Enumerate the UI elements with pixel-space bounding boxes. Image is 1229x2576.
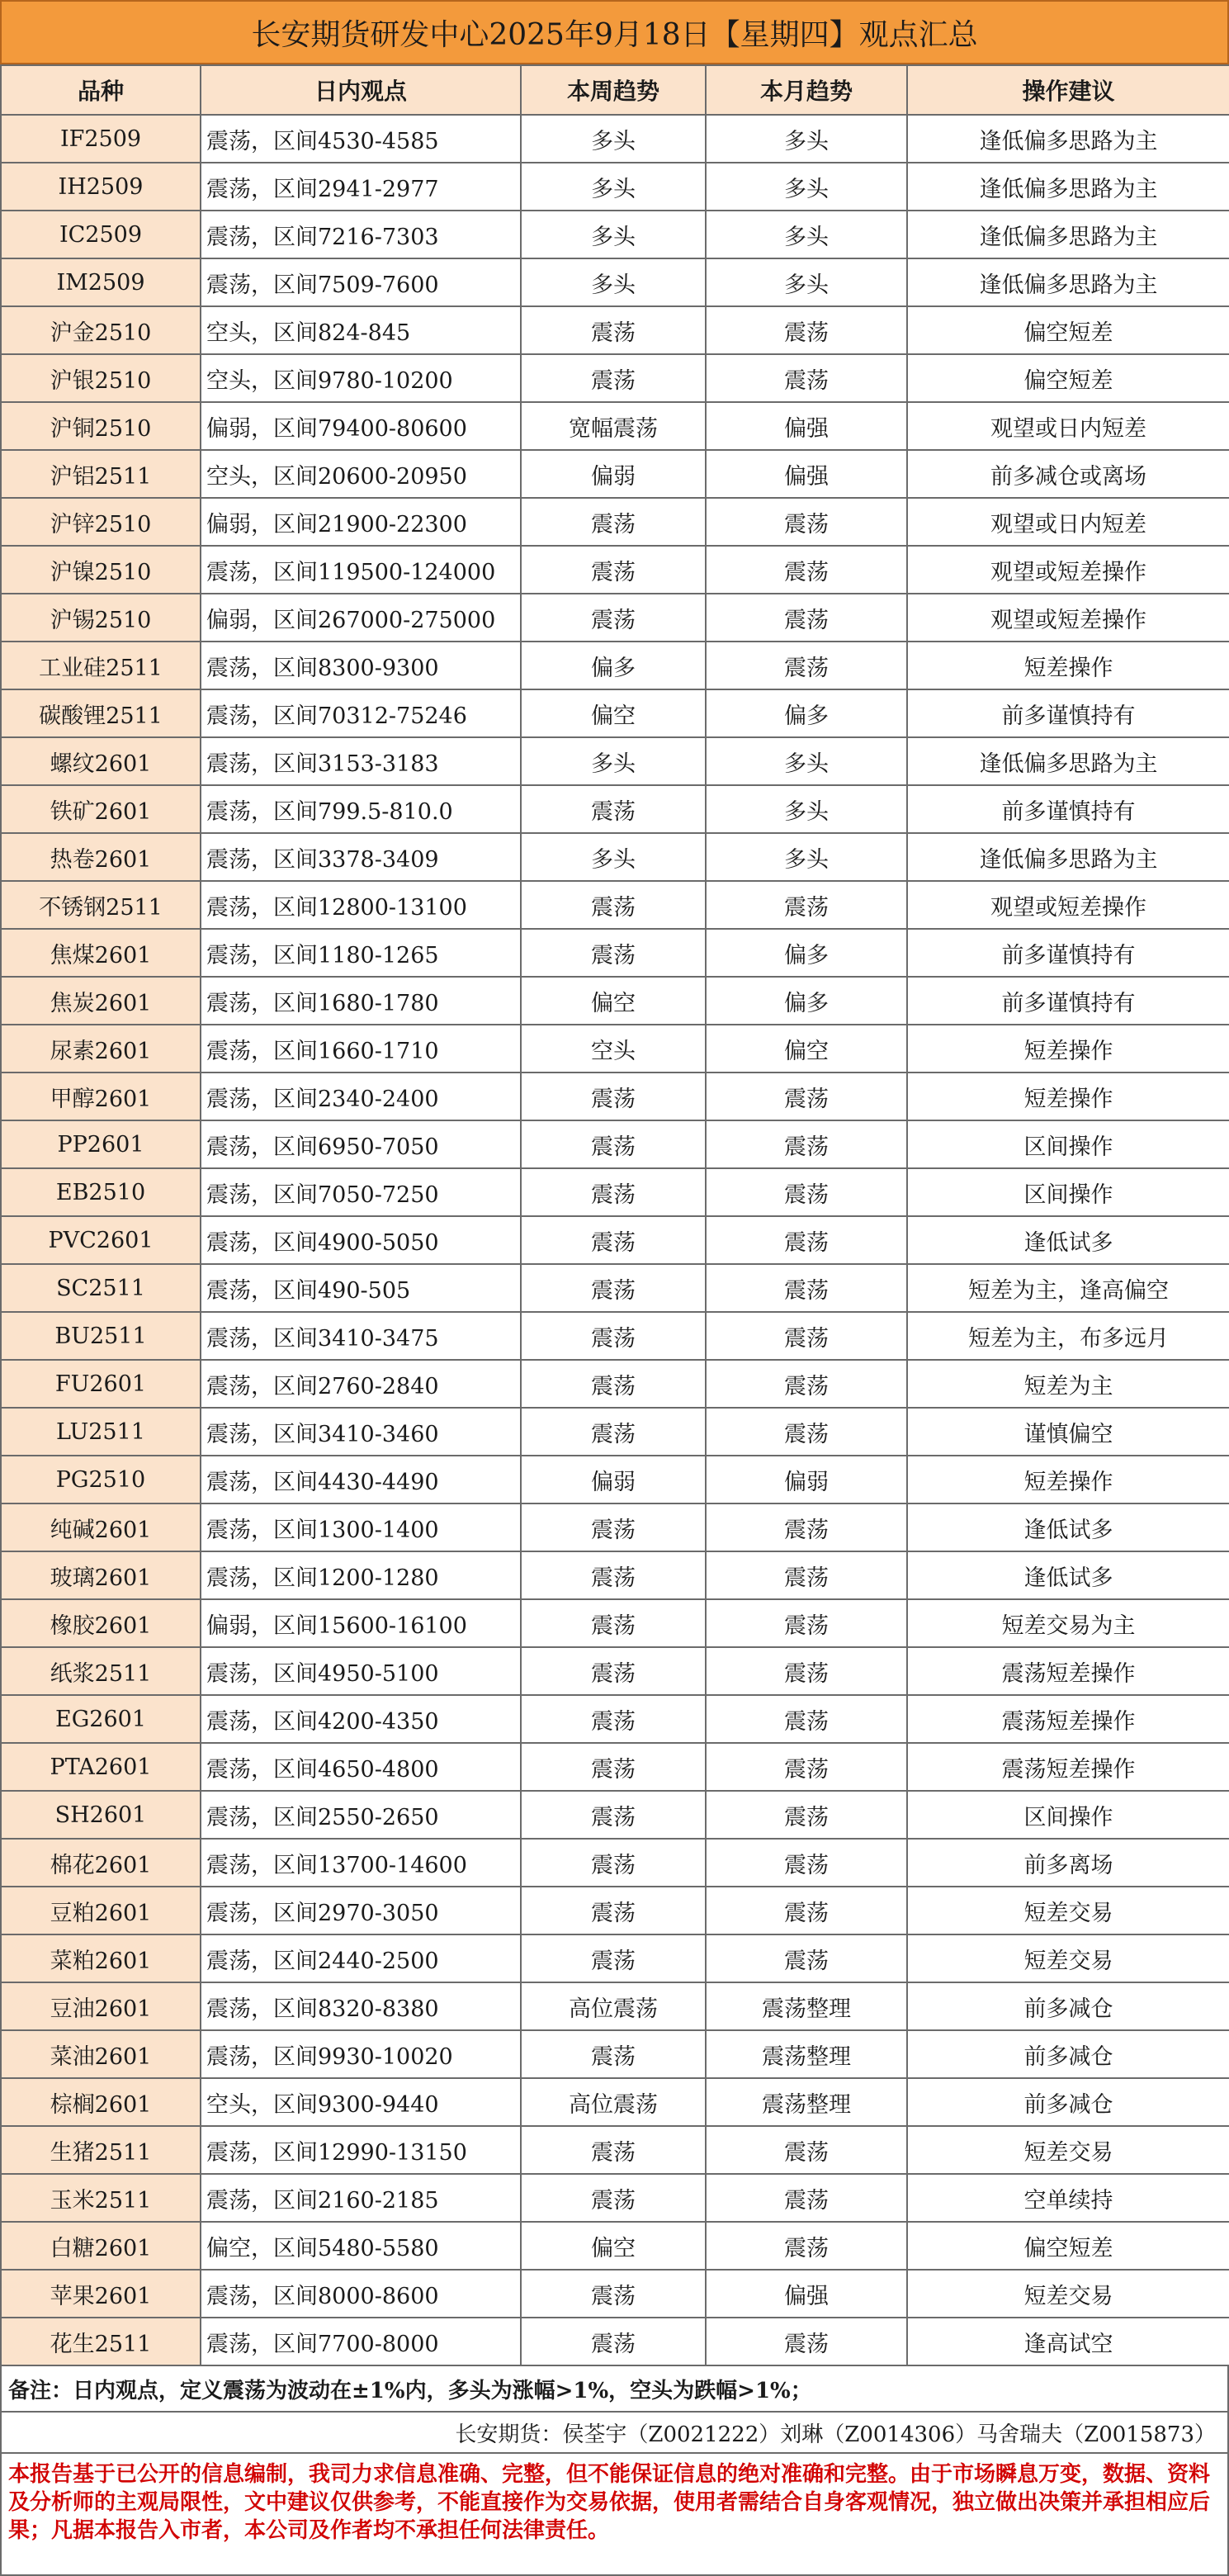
suggestion-cell: 短差交易为主 <box>907 1599 1229 1647</box>
product-code-cell: 沪镍2510 <box>1 546 201 594</box>
monthly-trend-cell: 多头 <box>706 737 907 785</box>
intraday-view-cell: 偏弱，区间267000-275000 <box>201 594 521 642</box>
header-monthly-trend: 本月趋势 <box>706 65 907 115</box>
product-code-cell: 花生2511 <box>1 2318 201 2365</box>
suggestion-cell: 逢低试多 <box>907 1216 1229 1264</box>
monthly-trend-cell: 多头 <box>706 115 907 163</box>
intraday-view-cell: 震荡，区间8320-8380 <box>201 1982 521 2030</box>
suggestion-cell: 前多谨慎持有 <box>907 929 1229 977</box>
product-code-cell: 纯碱2601 <box>1 1503 201 1551</box>
weekly-trend-cell: 震荡 <box>521 929 706 977</box>
intraday-view-cell: 震荡，区间2340-2400 <box>201 1073 521 1120</box>
intraday-view-cell: 震荡，区间1680-1780 <box>201 977 521 1025</box>
product-code-cell: FU2601 <box>1 1360 201 1408</box>
product-code-cell: SC2511 <box>1 1264 201 1312</box>
intraday-view-cell: 震荡，区间7509-7600 <box>201 258 521 306</box>
intraday-view-cell: 震荡，区间1200-1280 <box>201 1551 521 1599</box>
intraday-view-cell: 震荡，区间13700-14600 <box>201 1839 521 1887</box>
suggestion-cell: 前多减仓 <box>907 2030 1229 2078</box>
monthly-trend-cell: 震荡 <box>706 1743 907 1791</box>
suggestion-cell: 前多谨慎持有 <box>907 977 1229 1025</box>
intraday-view-cell: 震荡，区间7700-8000 <box>201 2318 521 2365</box>
table-row <box>1 2078 1229 2126</box>
weekly-trend-cell: 震荡 <box>521 1934 706 1982</box>
table-row <box>1 1934 1229 1982</box>
monthly-trend-cell: 震荡 <box>706 2222 907 2270</box>
intraday-view-cell: 震荡，区间1300-1400 <box>201 1503 521 1551</box>
weekly-trend-cell: 高位震荡 <box>521 1982 706 2030</box>
weekly-trend-cell: 震荡 <box>521 1887 706 1934</box>
weekly-trend-cell: 偏弱 <box>521 450 706 498</box>
table-row <box>1 1982 1229 2030</box>
weekly-trend-cell: 震荡 <box>521 1312 706 1360</box>
suggestion-cell: 逢高试空 <box>907 2318 1229 2365</box>
intraday-view-cell: 震荡，区间7050-7250 <box>201 1168 521 1216</box>
intraday-view-cell: 震荡，区间6950-7050 <box>201 1120 521 1168</box>
weekly-trend-cell: 震荡 <box>521 594 706 642</box>
intraday-view-cell: 震荡，区间8000-8600 <box>201 2270 521 2318</box>
intraday-view-cell: 震荡，区间8300-9300 <box>201 642 521 689</box>
suggestion-cell: 前多减仓 <box>907 2078 1229 2126</box>
weekly-trend-cell: 震荡 <box>521 354 706 402</box>
weekly-trend-cell: 震荡 <box>521 306 706 354</box>
table-row <box>1 115 1229 163</box>
intraday-view-cell: 震荡，区间4950-5100 <box>201 1647 521 1695</box>
weekly-trend-cell: 偏弱 <box>521 1456 706 1503</box>
monthly-trend-cell: 震荡 <box>706 498 907 546</box>
suggestion-cell: 逢低偏多思路为主 <box>907 737 1229 785</box>
intraday-view-cell: 震荡，区间1660-1710 <box>201 1025 521 1073</box>
weekly-trend-cell: 震荡 <box>521 1551 706 1599</box>
monthly-trend-cell: 偏强 <box>706 402 907 450</box>
suggestion-cell: 区间操作 <box>907 1120 1229 1168</box>
weekly-trend-cell: 震荡 <box>521 1408 706 1456</box>
weekly-trend-cell: 偏多 <box>521 642 706 689</box>
intraday-view-cell: 空头，区间9300-9440 <box>201 2078 521 2126</box>
intraday-view-cell: 震荡，区间3410-3460 <box>201 1408 521 1456</box>
intraday-view-cell: 震荡，区间70312-75246 <box>201 689 521 737</box>
weekly-trend-cell: 震荡 <box>521 1503 706 1551</box>
monthly-trend-cell: 震荡 <box>706 1599 907 1647</box>
weekly-trend-cell: 震荡 <box>521 1599 706 1647</box>
table-body <box>1 115 1229 2365</box>
product-code-cell: 不锈钢2511 <box>1 881 201 929</box>
product-code-cell: IH2509 <box>1 163 201 211</box>
suggestion-cell: 前多离场 <box>907 1839 1229 1887</box>
weekly-trend-cell: 震荡 <box>521 1791 706 1839</box>
suggestion-cell: 短差交易 <box>907 2126 1229 2174</box>
weekly-trend-cell: 多头 <box>521 833 706 881</box>
footnote: 备注：日内观点，定义震荡为波动在±1%内，多头为涨幅>1%，空头为跌幅>1%； <box>0 2366 1229 2413</box>
product-code-cell: 苹果2601 <box>1 2270 201 2318</box>
product-code-cell: 沪锌2510 <box>1 498 201 546</box>
product-code-cell: IM2509 <box>1 258 201 306</box>
suggestion-cell: 震荡短差操作 <box>907 1743 1229 1791</box>
product-code-cell: BU2511 <box>1 1312 201 1360</box>
product-code-cell: 橡胶2601 <box>1 1599 201 1647</box>
weekly-trend-cell: 高位震荡 <box>521 2078 706 2126</box>
monthly-trend-cell: 震荡 <box>706 1408 907 1456</box>
suggestion-cell: 逢低偏多思路为主 <box>907 833 1229 881</box>
monthly-trend-cell: 震荡整理 <box>706 1982 907 2030</box>
suggestion-cell: 偏空短差 <box>907 2222 1229 2270</box>
suggestion-cell: 震荡短差操作 <box>907 1647 1229 1695</box>
monthly-trend-cell: 震荡 <box>706 1360 907 1408</box>
product-code-cell: 棕榈2601 <box>1 2078 201 2126</box>
table-row <box>1 546 1229 594</box>
intraday-view-cell: 偏弱，区间15600-16100 <box>201 1599 521 1647</box>
product-code-cell: 纸浆2511 <box>1 1647 201 1695</box>
monthly-trend-cell: 震荡 <box>706 594 907 642</box>
product-code-cell: 豆油2601 <box>1 1982 201 2030</box>
intraday-view-cell: 震荡，区间4530-4585 <box>201 115 521 163</box>
intraday-view-cell: 震荡，区间2550-2650 <box>201 1791 521 1839</box>
monthly-trend-cell: 震荡 <box>706 1073 907 1120</box>
monthly-trend-cell: 震荡整理 <box>706 2030 907 2078</box>
monthly-trend-cell: 多头 <box>706 163 907 211</box>
suggestion-cell: 逢低试多 <box>907 1503 1229 1551</box>
header-suggestion: 操作建议 <box>907 65 1229 115</box>
suggestion-cell: 前多谨慎持有 <box>907 689 1229 737</box>
weekly-trend-cell: 震荡 <box>521 546 706 594</box>
suggestion-cell: 短差操作 <box>907 642 1229 689</box>
suggestion-cell: 逢低偏多思路为主 <box>907 163 1229 211</box>
weekly-trend-cell: 震荡 <box>521 785 706 833</box>
monthly-trend-cell: 多头 <box>706 258 907 306</box>
product-code-cell: IC2509 <box>1 211 201 258</box>
weekly-trend-cell: 震荡 <box>521 1743 706 1791</box>
table-row <box>1 977 1229 1025</box>
table-row <box>1 594 1229 642</box>
product-code-cell: 螺纹2601 <box>1 737 201 785</box>
product-code-cell: 尿素2601 <box>1 1025 201 1073</box>
table-row <box>1 642 1229 689</box>
product-code-cell: 沪铜2510 <box>1 402 201 450</box>
table-row <box>1 1408 1229 1456</box>
intraday-view-cell: 偏空，区间5480-5580 <box>201 2222 521 2270</box>
product-code-cell: 工业硅2511 <box>1 642 201 689</box>
product-code-cell: 沪银2510 <box>1 354 201 402</box>
monthly-trend-cell: 震荡整理 <box>706 2078 907 2126</box>
product-code-cell: 棉花2601 <box>1 1839 201 1887</box>
product-code-cell: SH2601 <box>1 1791 201 1839</box>
weekly-trend-cell: 震荡 <box>521 2318 706 2365</box>
table-row <box>1 258 1229 306</box>
disclaimer: 本报告基于已公开的信息编制，我司力求信息准确、完整，但不能保证信息的绝对准确和完整。由于市场瞬息万变，数据、资料及分析师的主观局限性，文中建议仅供参考，不能直接作为交易依据，使用者需结合自身客观情况，独立做出决策并承担相应后果；凡据本报告入市者，本公司及作者均不承担任何法律责任。 <box>0 2454 1229 2576</box>
weekly-trend-cell: 震荡 <box>521 2126 706 2174</box>
weekly-trend-cell: 多头 <box>521 115 706 163</box>
table-row <box>1 1456 1229 1503</box>
suggestion-cell: 短差交易 <box>907 1887 1229 1934</box>
intraday-view-cell: 偏弱，区间79400-80600 <box>201 402 521 450</box>
table-row <box>1 1025 1229 1073</box>
suggestion-cell: 逢低试多 <box>907 1551 1229 1599</box>
intraday-view-cell: 偏弱，区间21900-22300 <box>201 498 521 546</box>
table-row <box>1 1743 1229 1791</box>
product-code-cell: 沪锡2510 <box>1 594 201 642</box>
intraday-view-cell: 震荡，区间2970-3050 <box>201 1887 521 1934</box>
suggestion-cell: 短差为主，逢高偏空 <box>907 1264 1229 1312</box>
suggestion-cell: 短差为主 <box>907 1360 1229 1408</box>
intraday-view-cell: 空头，区间20600-20950 <box>201 450 521 498</box>
monthly-trend-cell: 震荡 <box>706 546 907 594</box>
table-row <box>1 1887 1229 1934</box>
table-row <box>1 2222 1229 2270</box>
weekly-trend-cell: 震荡 <box>521 498 706 546</box>
product-code-cell: IF2509 <box>1 115 201 163</box>
monthly-trend-cell: 震荡 <box>706 1312 907 1360</box>
monthly-trend-cell: 震荡 <box>706 1168 907 1216</box>
table-row <box>1 2318 1229 2365</box>
intraday-view-cell: 震荡，区间9930-10020 <box>201 2030 521 2078</box>
table-row <box>1 1360 1229 1408</box>
weekly-trend-cell: 震荡 <box>521 1216 706 1264</box>
product-code-cell: 菜粕2601 <box>1 1934 201 1982</box>
product-code-cell: PVC2601 <box>1 1216 201 1264</box>
monthly-trend-cell: 震荡 <box>706 881 907 929</box>
suggestion-cell: 前多谨慎持有 <box>907 785 1229 833</box>
weekly-trend-cell: 震荡 <box>521 1120 706 1168</box>
product-code-cell: PP2601 <box>1 1120 201 1168</box>
table-row <box>1 498 1229 546</box>
table-row <box>1 785 1229 833</box>
product-code-cell: 沪金2510 <box>1 306 201 354</box>
report-title: 长安期货研发中心2025年9月18日【星期四】观点汇总 <box>0 0 1229 64</box>
views-table <box>0 64 1229 2366</box>
weekly-trend-cell: 多头 <box>521 211 706 258</box>
monthly-trend-cell: 震荡 <box>706 1934 907 1982</box>
weekly-trend-cell: 震荡 <box>521 881 706 929</box>
suggestion-cell: 空单续持 <box>907 2174 1229 2222</box>
monthly-trend-cell: 震荡 <box>706 354 907 402</box>
weekly-trend-cell: 宽幅震荡 <box>521 402 706 450</box>
table-row <box>1 1839 1229 1887</box>
product-code-cell: EG2601 <box>1 1695 201 1743</box>
table-row <box>1 402 1229 450</box>
suggestion-cell: 逢低偏多思路为主 <box>907 211 1229 258</box>
monthly-trend-cell: 多头 <box>706 211 907 258</box>
product-code-cell: LU2511 <box>1 1408 201 1456</box>
intraday-view-cell: 震荡，区间2440-2500 <box>201 1934 521 1982</box>
product-code-cell: 豆粕2601 <box>1 1887 201 1934</box>
table-row <box>1 2270 1229 2318</box>
suggestion-cell: 前多减仓 <box>907 1982 1229 2030</box>
product-code-cell: 甲醇2601 <box>1 1073 201 1120</box>
header-product: 品种 <box>1 65 201 115</box>
product-code-cell: 沪铝2511 <box>1 450 201 498</box>
table-row <box>1 1073 1229 1120</box>
intraday-view-cell: 震荡，区间4900-5050 <box>201 1216 521 1264</box>
table-row <box>1 1216 1229 1264</box>
suggestion-cell: 震荡短差操作 <box>907 1695 1229 1743</box>
product-code-cell: 玻璃2601 <box>1 1551 201 1599</box>
suggestion-cell: 观望或短差操作 <box>907 881 1229 929</box>
monthly-trend-cell: 偏空 <box>706 1025 907 1073</box>
weekly-trend-cell: 偏空 <box>521 977 706 1025</box>
table-row <box>1 1312 1229 1360</box>
intraday-view-cell: 震荡，区间2941-2977 <box>201 163 521 211</box>
suggestion-cell: 偏空短差 <box>907 306 1229 354</box>
monthly-trend-cell: 震荡 <box>706 1839 907 1887</box>
weekly-trend-cell: 空头 <box>521 1025 706 1073</box>
suggestion-cell: 短差交易 <box>907 2270 1229 2318</box>
monthly-trend-cell: 偏强 <box>706 2270 907 2318</box>
monthly-trend-cell: 震荡 <box>706 1503 907 1551</box>
product-code-cell: PTA2601 <box>1 1743 201 1791</box>
product-code-cell: 焦炭2601 <box>1 977 201 1025</box>
product-code-cell: PG2510 <box>1 1456 201 1503</box>
monthly-trend-cell: 震荡 <box>706 1216 907 1264</box>
table-row <box>1 1695 1229 1743</box>
header-weekly-trend: 本周趋势 <box>521 65 706 115</box>
monthly-trend-cell: 震荡 <box>706 306 907 354</box>
weekly-trend-cell: 震荡 <box>521 2174 706 2222</box>
monthly-trend-cell: 偏多 <box>706 689 907 737</box>
product-code-cell: 碳酸锂2511 <box>1 689 201 737</box>
intraday-view-cell: 空头，区间9780-10200 <box>201 354 521 402</box>
intraday-view-cell: 震荡，区间3378-3409 <box>201 833 521 881</box>
table-row <box>1 211 1229 258</box>
table-row <box>1 2126 1229 2174</box>
monthly-trend-cell: 偏弱 <box>706 1456 907 1503</box>
header-row <box>1 65 1229 115</box>
table-row <box>1 1647 1229 1695</box>
monthly-trend-cell: 多头 <box>706 785 907 833</box>
product-code-cell: 焦煤2601 <box>1 929 201 977</box>
suggestion-cell: 短差操作 <box>907 1073 1229 1120</box>
monthly-trend-cell: 震荡 <box>706 2126 907 2174</box>
suggestion-cell: 观望或日内短差 <box>907 498 1229 546</box>
table-row <box>1 1551 1229 1599</box>
weekly-trend-cell: 震荡 <box>521 1695 706 1743</box>
weekly-trend-cell: 震荡 <box>521 2030 706 2078</box>
suggestion-cell: 短差操作 <box>907 1456 1229 1503</box>
suggestion-cell: 区间操作 <box>907 1168 1229 1216</box>
table-row <box>1 1503 1229 1551</box>
table-row <box>1 881 1229 929</box>
monthly-trend-cell: 震荡 <box>706 1791 907 1839</box>
monthly-trend-cell: 震荡 <box>706 2174 907 2222</box>
table-row <box>1 450 1229 498</box>
table-row <box>1 1120 1229 1168</box>
intraday-view-cell: 震荡，区间12800-13100 <box>201 881 521 929</box>
monthly-trend-cell: 多头 <box>706 833 907 881</box>
product-code-cell: 菜油2601 <box>1 2030 201 2078</box>
monthly-trend-cell: 偏多 <box>706 977 907 1025</box>
weekly-trend-cell: 震荡 <box>521 1839 706 1887</box>
table-row <box>1 163 1229 211</box>
product-code-cell: 热卷2601 <box>1 833 201 881</box>
intraday-view-cell: 震荡，区间3153-3183 <box>201 737 521 785</box>
product-code-cell: EB2510 <box>1 1168 201 1216</box>
weekly-trend-cell: 多头 <box>521 737 706 785</box>
weekly-trend-cell: 震荡 <box>521 1073 706 1120</box>
product-code-cell: 白糖2601 <box>1 2222 201 2270</box>
suggestion-cell: 前多减仓或离场 <box>907 450 1229 498</box>
product-code-cell: 铁矿2601 <box>1 785 201 833</box>
table-row <box>1 1168 1229 1216</box>
intraday-view-cell: 震荡，区间4430-4490 <box>201 1456 521 1503</box>
weekly-trend-cell: 震荡 <box>521 1168 706 1216</box>
suggestion-cell: 短差操作 <box>907 1025 1229 1073</box>
table-row <box>1 833 1229 881</box>
header-intraday-view: 日内观点 <box>201 65 521 115</box>
monthly-trend-cell: 震荡 <box>706 1695 907 1743</box>
weekly-trend-cell: 震荡 <box>521 1264 706 1312</box>
table-row <box>1 1599 1229 1647</box>
analyst-credits: 长安期货：侯荃宇（Z0021222）刘琳（Z0014306）马舍瑞夫（Z0015873） <box>0 2413 1229 2454</box>
suggestion-cell: 逢低偏多思路为主 <box>907 115 1229 163</box>
table-row <box>1 2174 1229 2222</box>
monthly-trend-cell: 震荡 <box>706 1551 907 1599</box>
monthly-trend-cell: 震荡 <box>706 642 907 689</box>
product-code-cell: 玉米2511 <box>1 2174 201 2222</box>
monthly-trend-cell: 震荡 <box>706 2318 907 2365</box>
weekly-trend-cell: 震荡 <box>521 2270 706 2318</box>
weekly-trend-cell: 多头 <box>521 258 706 306</box>
suggestion-cell: 短差交易 <box>907 1934 1229 1982</box>
intraday-view-cell: 震荡，区间799.5-810.0 <box>201 785 521 833</box>
suggestion-cell: 区间操作 <box>907 1791 1229 1839</box>
intraday-view-cell: 震荡，区间490-505 <box>201 1264 521 1312</box>
table-row <box>1 354 1229 402</box>
monthly-trend-cell: 偏强 <box>706 450 907 498</box>
table-row <box>1 929 1229 977</box>
table-row <box>1 1264 1229 1312</box>
monthly-trend-cell: 震荡 <box>706 1647 907 1695</box>
weekly-trend-cell: 偏空 <box>521 2222 706 2270</box>
intraday-view-cell: 震荡，区间3410-3475 <box>201 1312 521 1360</box>
intraday-view-cell: 震荡，区间4650-4800 <box>201 1743 521 1791</box>
table-row <box>1 2030 1229 2078</box>
monthly-trend-cell: 偏多 <box>706 929 907 977</box>
monthly-trend-cell: 震荡 <box>706 1264 907 1312</box>
suggestion-cell: 偏空短差 <box>907 354 1229 402</box>
intraday-view-cell: 震荡，区间7216-7303 <box>201 211 521 258</box>
suggestion-cell: 谨慎偏空 <box>907 1408 1229 1456</box>
table-row <box>1 689 1229 737</box>
weekly-trend-cell: 震荡 <box>521 1360 706 1408</box>
weekly-trend-cell: 多头 <box>521 163 706 211</box>
intraday-view-cell: 震荡，区间2160-2185 <box>201 2174 521 2222</box>
weekly-trend-cell: 震荡 <box>521 1647 706 1695</box>
table-row <box>1 1791 1229 1839</box>
intraday-view-cell: 震荡，区间4200-4350 <box>201 1695 521 1743</box>
suggestion-cell: 观望或短差操作 <box>907 594 1229 642</box>
intraday-view-cell: 震荡，区间119500-124000 <box>201 546 521 594</box>
weekly-trend-cell: 偏空 <box>521 689 706 737</box>
intraday-view-cell: 震荡，区间12990-13150 <box>201 2126 521 2174</box>
monthly-trend-cell: 震荡 <box>706 1120 907 1168</box>
intraday-view-cell: 震荡，区间1180-1265 <box>201 929 521 977</box>
intraday-view-cell: 震荡，区间2760-2840 <box>201 1360 521 1408</box>
table-row <box>1 737 1229 785</box>
suggestion-cell: 短差为主，布多远月 <box>907 1312 1229 1360</box>
monthly-trend-cell: 震荡 <box>706 1887 907 1934</box>
suggestion-cell: 观望或日内短差 <box>907 402 1229 450</box>
suggestion-cell: 逢低偏多思路为主 <box>907 258 1229 306</box>
suggestion-cell: 观望或短差操作 <box>907 546 1229 594</box>
table-row <box>1 306 1229 354</box>
product-code-cell: 生猪2511 <box>1 2126 201 2174</box>
intraday-view-cell: 空头，区间824-845 <box>201 306 521 354</box>
